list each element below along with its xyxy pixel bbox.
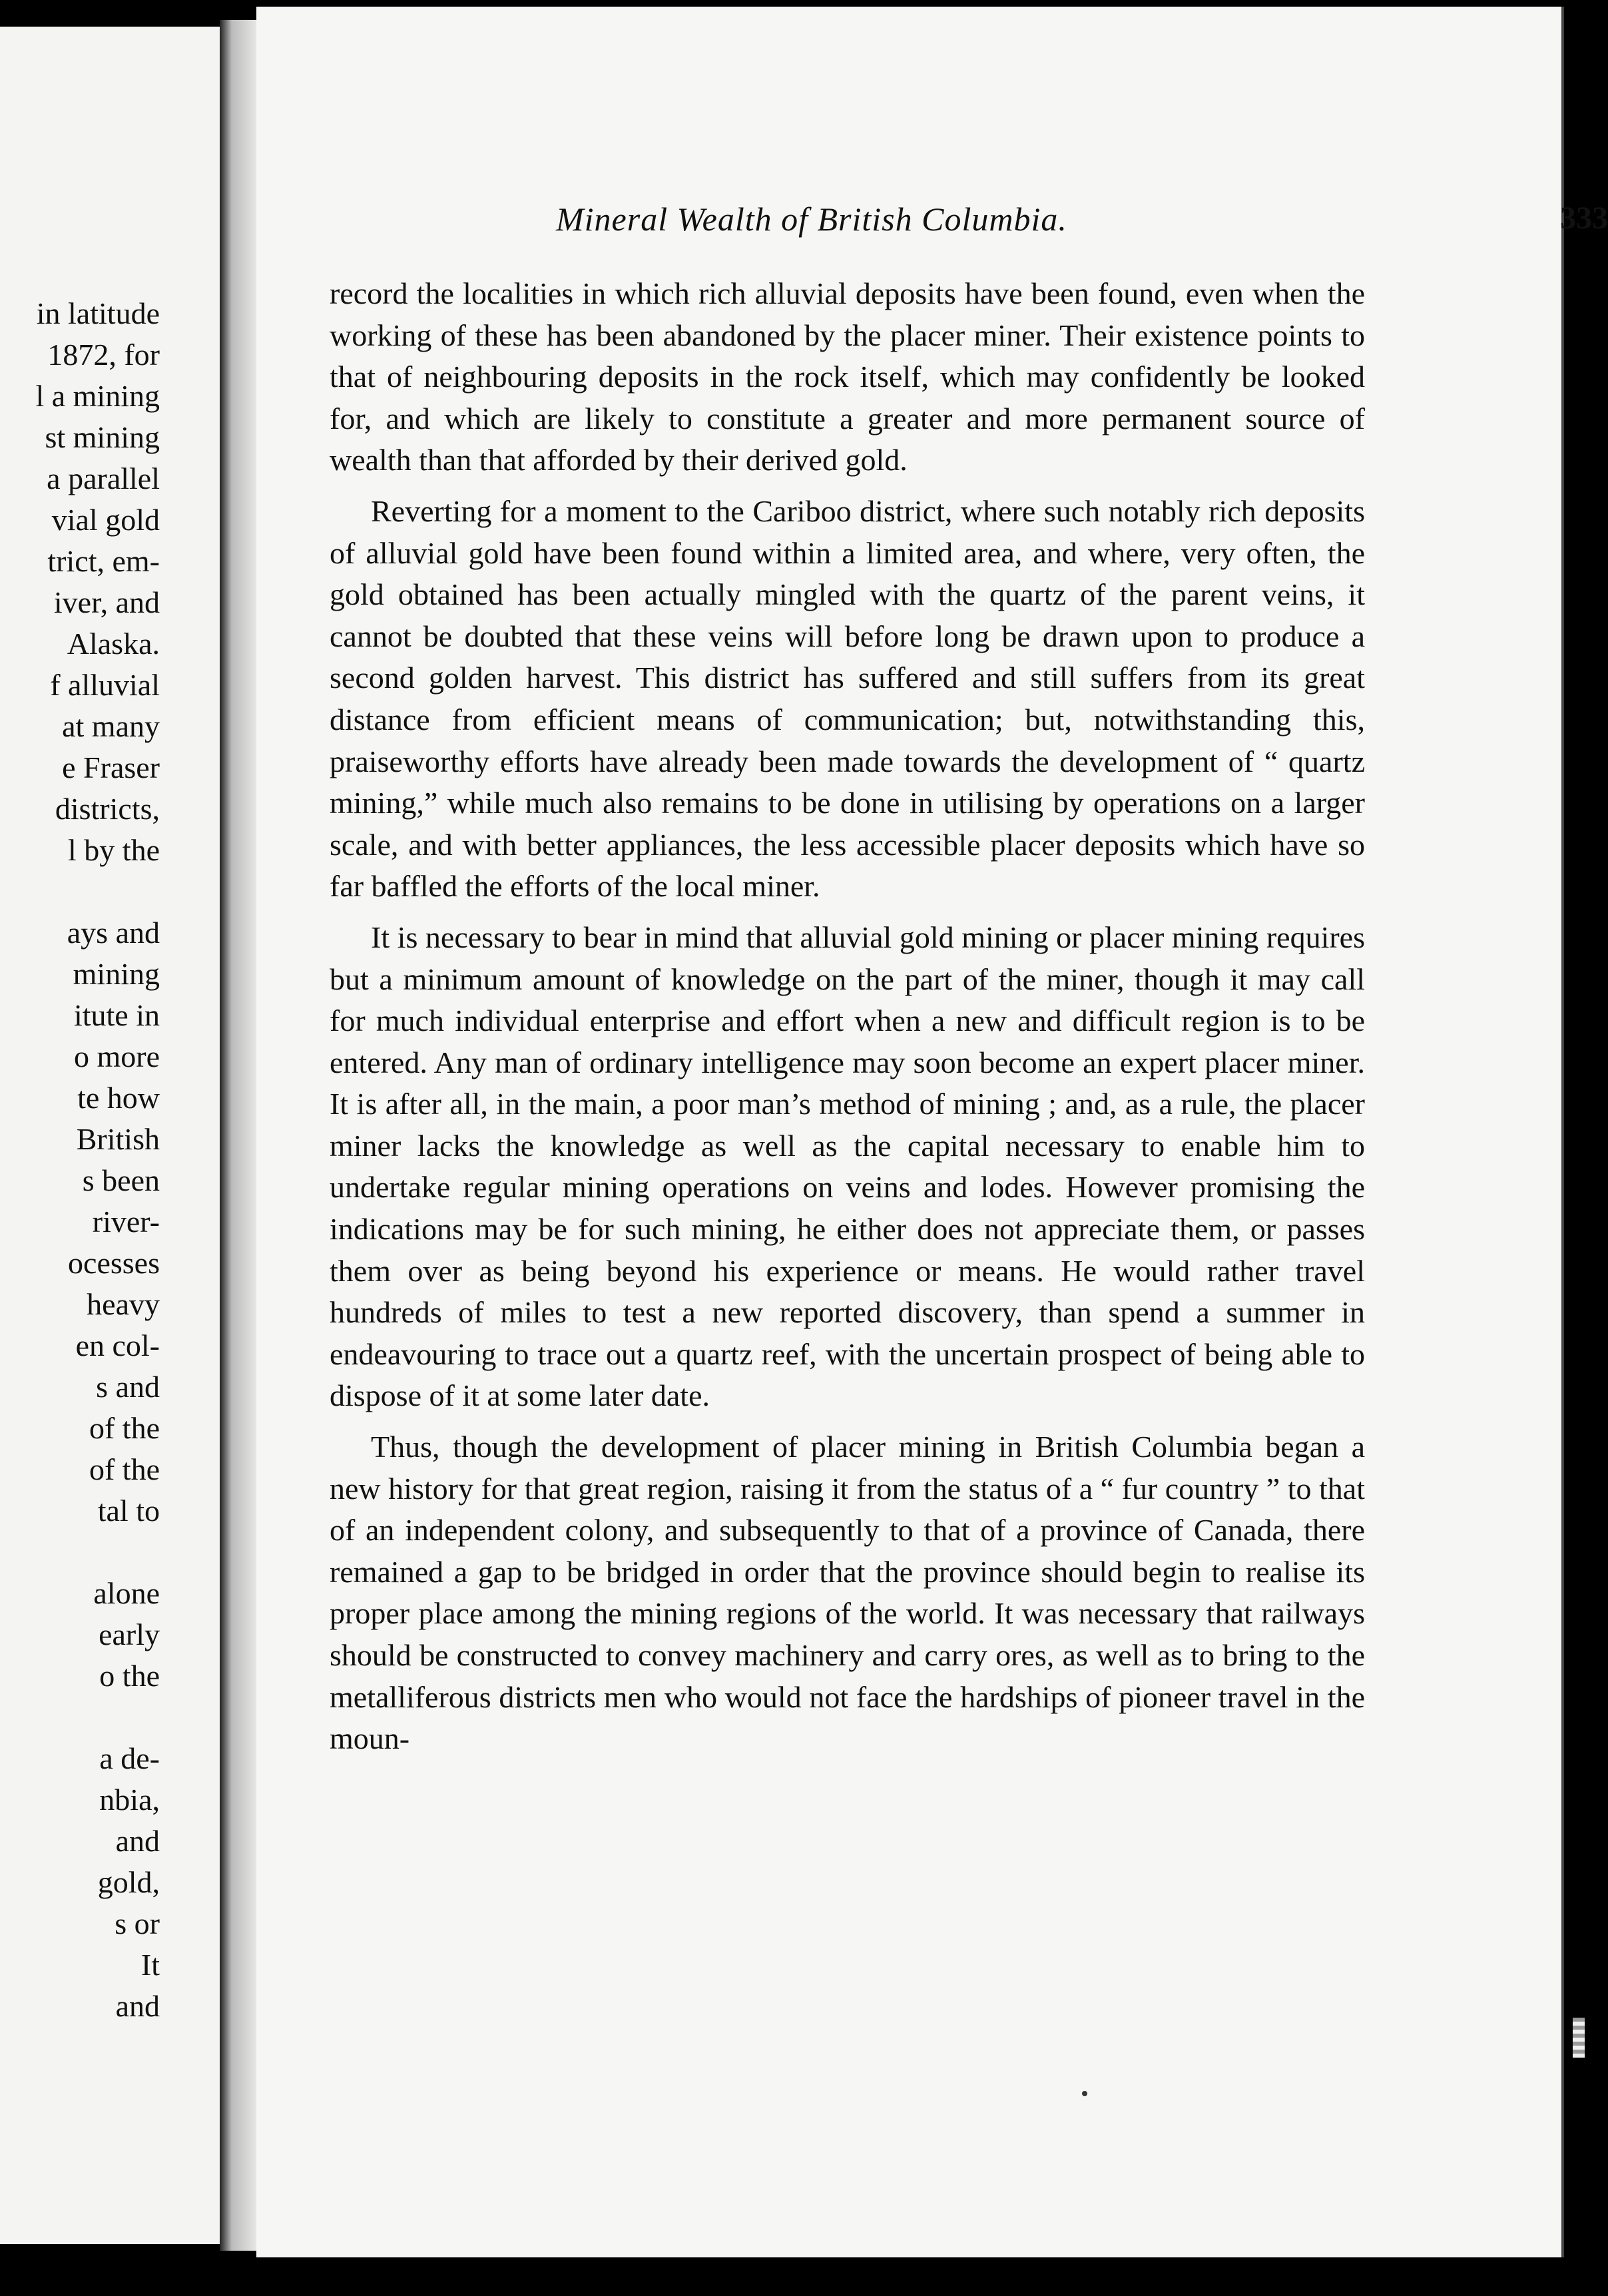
left-facing-page bbox=[0, 27, 224, 2244]
left-page-line: Alaska. bbox=[67, 627, 160, 661]
paragraph-development-history: Thus, though the development of placer mining in British Columbia began a new history for that great region, raising it from the status of a “ fur country ” to that of an independent colony, and subsequently to that of a province of Canada, there remained a gap to be bridged in order that the province should begin to realise its proper place among the mining regions of the world. It was necessary that railways should be constructed to convey machinery and carry ores, as well as to bring to the metalliferous districts men who would not face the hardships of pioneer travel in the moun- bbox=[330, 1430, 1365, 1756]
left-page-line: gold, bbox=[97, 1865, 160, 1899]
paragraph-continuation: record the localities in which rich alluvial deposits have been found, even when the working of these has been abandoned by the placer miner. Their existence points to that of neighbouring deposits in the rock itself, which may confidently be looked for, and which are likely to constitute a greater and more permanent source of wealth than that afforded by their derived gold. bbox=[330, 276, 1365, 477]
left-page-line: in latitude bbox=[36, 296, 160, 330]
left-page-line: o more bbox=[73, 1039, 160, 1073]
left-page-line: British bbox=[76, 1122, 160, 1156]
left-page-line: s or bbox=[115, 1906, 160, 1940]
page-number: 333 bbox=[1560, 200, 1608, 236]
left-page-line: river- bbox=[92, 1205, 160, 1239]
left-page-line: en col- bbox=[75, 1328, 160, 1362]
left-page-line: of the bbox=[89, 1411, 160, 1445]
left-page-line: alone bbox=[93, 1576, 160, 1610]
left-page-line: It bbox=[140, 1948, 160, 1982]
left-page-line: a parallel bbox=[47, 461, 160, 495]
left-page-line: of the bbox=[89, 1452, 160, 1486]
left-page-line: vial gold bbox=[51, 503, 160, 537]
left-page-line: early bbox=[99, 1617, 160, 1651]
left-page-line: s and bbox=[96, 1370, 160, 1404]
left-page-text-fragments bbox=[0, 293, 160, 2027]
left-page-line: a de- bbox=[99, 1741, 160, 1775]
running-head-title: Mineral Wealth of British Columbia. bbox=[556, 200, 1067, 238]
left-page-line: st mining bbox=[45, 420, 160, 454]
left-page-line: districts, bbox=[55, 792, 160, 826]
left-page-line: e Fraser bbox=[62, 750, 160, 784]
left-page-line: and bbox=[115, 1989, 160, 2023]
left-page-line: te how bbox=[77, 1081, 160, 1115]
left-page-line: at many bbox=[62, 709, 160, 743]
page-edge-mark bbox=[1573, 2018, 1585, 2058]
running-head bbox=[556, 200, 1608, 253]
paragraph-placer-mining-knowledge: It is necessary to bear in mind that alluvial gold mining or placer mining requires but a minimum amount of knowledge on the part of the miner, though it may call for much individual enterprise and effort when a new and difficult region is to be entered. Any man of ordinary intelligence may soon become an expert placer miner. It is after all, in the main, a poor man’s method of mining ; and, as a rule, the placer miner lacks the knowledge as well as the capital necessary to enable him to undertake regular mining operations on veins and lodes. However promising the indications may be for such mining, he either does not appreciate them, or passes them over as being beyond his experience or means. He would rather travel hundreds of miles to test a new reported discovery, than spend a summer in endeavouring to trace out a quartz reef, with the uncertain prospect of being able to dispose of it at some later date. bbox=[330, 920, 1365, 1413]
left-page-line: heavy bbox=[87, 1287, 160, 1321]
left-page-line: tal to bbox=[97, 1494, 160, 1528]
left-page-line: ays and bbox=[67, 916, 160, 950]
left-page-line: ocesses bbox=[68, 1246, 160, 1280]
paragraph-cariboo-district: Reverting for a moment to the Cariboo district, where such notably rich deposits of alluvial gold have been found within a limited area, and where, very often, the gold obtained has been actually mingled with the quartz of the parent veins, it cannot be doubted that these veins will before long be drawn upon to produce a second golden harvest. This district has suffered and still suffers from its great distance from efficient means of communication; but, notwithstanding this, praiseworthy efforts have already been made towards the development of “ quartz mining,” while much also remains to be done in utilising by operations on a larger scale, and with better appliances, the less accessible placer deposits which have so far baffled the efforts of the local miner. bbox=[330, 493, 1365, 904]
left-page-line: l a mining bbox=[35, 379, 160, 413]
left-page-line: nbia, bbox=[99, 1783, 160, 1817]
left-page-line: mining bbox=[73, 957, 160, 991]
left-page-line: o the bbox=[99, 1659, 160, 1693]
left-page-line: l by the bbox=[68, 833, 160, 867]
left-page-line: trict, em- bbox=[47, 544, 160, 578]
left-page-line bbox=[0, 871, 160, 912]
book-gutter bbox=[220, 20, 260, 2251]
left-page-line: itute in bbox=[73, 998, 160, 1032]
left-page-line: and bbox=[115, 1824, 160, 1858]
left-page-line: iver, and bbox=[53, 585, 160, 619]
left-page-line: s been bbox=[82, 1163, 160, 1197]
body-text bbox=[330, 273, 1365, 1760]
left-page-line: 1872, for bbox=[47, 338, 160, 372]
main-page bbox=[256, 7, 1608, 2257]
left-page-line bbox=[0, 1697, 160, 1738]
ink-speck bbox=[1082, 2091, 1087, 2096]
left-page-line bbox=[0, 1532, 160, 1573]
left-page-line: f alluvial bbox=[50, 668, 160, 702]
